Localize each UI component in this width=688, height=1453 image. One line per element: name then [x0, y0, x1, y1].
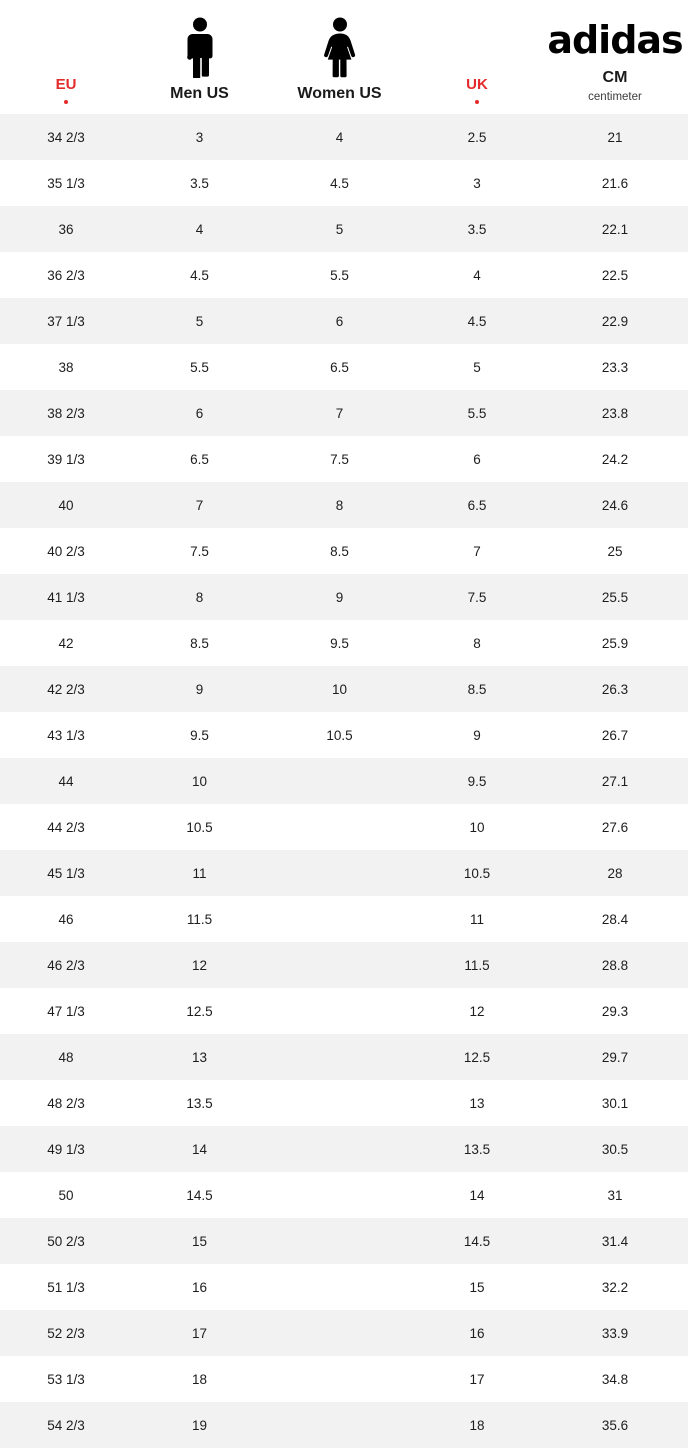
- cell-cm: 35.6: [542, 1402, 688, 1448]
- cell-cm: 29.7: [542, 1034, 688, 1080]
- cell-uk: 18: [412, 1402, 542, 1448]
- table-row: [0, 1310, 688, 1356]
- table-row: [0, 1264, 688, 1310]
- table-row: [0, 1356, 688, 1402]
- cell-men: 3: [132, 114, 267, 160]
- column-header-eu-label: EU: [55, 76, 77, 93]
- table-row: [0, 620, 688, 666]
- cell-men: 16: [132, 1264, 267, 1310]
- cell-women: 5.5: [267, 252, 412, 298]
- header-row: [0, 0, 688, 114]
- cell-men: 5.5: [132, 344, 267, 390]
- cell-women: [267, 758, 412, 804]
- cell-eu: 37 1/3: [0, 298, 132, 344]
- cell-cm: 30.5: [542, 1126, 688, 1172]
- cell-uk: 6: [412, 436, 542, 482]
- table-row: [0, 758, 688, 804]
- table-row: [0, 206, 688, 252]
- cell-men: 15: [132, 1218, 267, 1264]
- cell-eu: 51 1/3: [0, 1264, 132, 1310]
- table-row: [0, 942, 688, 988]
- cell-women: [267, 1310, 412, 1356]
- table-row: [0, 1126, 688, 1172]
- table-row: [0, 712, 688, 758]
- table-row: [0, 988, 688, 1034]
- cell-women: [267, 1218, 412, 1264]
- cell-women: 6: [267, 298, 412, 344]
- cell-uk: 3.5: [412, 206, 542, 252]
- cell-eu: 48: [0, 1034, 132, 1080]
- cell-women: 10: [267, 666, 412, 712]
- cell-cm: 33.9: [542, 1310, 688, 1356]
- cell-men: 7.5: [132, 528, 267, 574]
- cell-uk: 11.5: [412, 942, 542, 988]
- cell-women: 4.5: [267, 160, 412, 206]
- cell-uk: 8: [412, 620, 542, 666]
- cell-men: 14: [132, 1126, 267, 1172]
- cell-cm: 28: [542, 850, 688, 896]
- cell-cm: 28.8: [542, 942, 688, 988]
- cell-men: 10: [132, 758, 267, 804]
- cell-cm: 31: [542, 1172, 688, 1218]
- cell-women: [267, 1126, 412, 1172]
- cell-cm: 30.1: [542, 1080, 688, 1126]
- cell-eu: 34 2/3: [0, 114, 132, 160]
- cell-cm: 23.3: [542, 344, 688, 390]
- cell-uk: 4.5: [412, 298, 542, 344]
- cell-men: 14.5: [132, 1172, 267, 1218]
- cell-women: [267, 804, 412, 850]
- cell-eu: 39 1/3: [0, 436, 132, 482]
- cell-cm: 32.2: [542, 1264, 688, 1310]
- cell-cm: 25: [542, 528, 688, 574]
- adidas-logo: [547, 0, 682, 62]
- cell-uk: 10.5: [412, 850, 542, 896]
- cell-cm: 29.3: [542, 988, 688, 1034]
- cell-men: 6.5: [132, 436, 267, 482]
- cell-men: 12: [132, 942, 267, 988]
- table-row: [0, 114, 688, 160]
- column-header-eu: [0, 0, 132, 114]
- cell-cm: 22.9: [542, 298, 688, 344]
- cell-women: [267, 1264, 412, 1310]
- table-header: [0, 0, 688, 114]
- cell-men: 9: [132, 666, 267, 712]
- cell-men: 7: [132, 482, 267, 528]
- cell-eu: 43 1/3: [0, 712, 132, 758]
- table-row: [0, 390, 688, 436]
- cell-men: 11.5: [132, 896, 267, 942]
- red-dot-marker-uk: [475, 100, 479, 104]
- cell-uk: 8.5: [412, 666, 542, 712]
- cell-cm: 22.5: [542, 252, 688, 298]
- cell-eu: 54 2/3: [0, 1402, 132, 1448]
- cell-eu: 36: [0, 206, 132, 252]
- cell-cm: 26.7: [542, 712, 688, 758]
- cell-cm: 24.6: [542, 482, 688, 528]
- cell-women: 9: [267, 574, 412, 620]
- cell-women: 8.5: [267, 528, 412, 574]
- cell-women: [267, 942, 412, 988]
- cell-eu: 46: [0, 896, 132, 942]
- cell-uk: 5.5: [412, 390, 542, 436]
- table-row: [0, 1218, 688, 1264]
- cell-uk: 12: [412, 988, 542, 1034]
- table-row: [0, 344, 688, 390]
- cell-uk: 6.5: [412, 482, 542, 528]
- table-row: [0, 574, 688, 620]
- cell-uk: 12.5: [412, 1034, 542, 1080]
- cell-eu: 50: [0, 1172, 132, 1218]
- cell-cm: 34.8: [542, 1356, 688, 1402]
- column-header-women-us: [267, 0, 412, 114]
- cell-cm: 27.6: [542, 804, 688, 850]
- cell-uk: 10: [412, 804, 542, 850]
- table-body: [0, 114, 688, 1448]
- cell-men: 10.5: [132, 804, 267, 850]
- cell-men: 8: [132, 574, 267, 620]
- table-row: [0, 1402, 688, 1448]
- cell-men: 3.5: [132, 160, 267, 206]
- column-header-women-us-label: Women US: [297, 85, 382, 102]
- cell-women: 5: [267, 206, 412, 252]
- woman-icon: [318, 16, 362, 78]
- cell-cm: 21.6: [542, 160, 688, 206]
- cell-uk: 2.5: [412, 114, 542, 160]
- table-row: [0, 252, 688, 298]
- column-header-cm-sublabel: centimeter: [588, 91, 642, 103]
- cell-women: [267, 1034, 412, 1080]
- cell-men: 13: [132, 1034, 267, 1080]
- table-row: [0, 896, 688, 942]
- cell-cm: 25.9: [542, 620, 688, 666]
- cell-cm: 27.1: [542, 758, 688, 804]
- cell-eu: 41 1/3: [0, 574, 132, 620]
- cell-cm: 24.2: [542, 436, 688, 482]
- cell-eu: 36 2/3: [0, 252, 132, 298]
- cell-cm: 23.8: [542, 390, 688, 436]
- man-icon: [180, 16, 220, 78]
- cell-men: 4.5: [132, 252, 267, 298]
- cell-cm: 21: [542, 114, 688, 160]
- cell-women: [267, 1172, 412, 1218]
- cell-eu: 44: [0, 758, 132, 804]
- table-row: [0, 298, 688, 344]
- cell-eu: 40: [0, 482, 132, 528]
- cell-men: 17: [132, 1310, 267, 1356]
- cell-eu: 46 2/3: [0, 942, 132, 988]
- cell-uk: 9.5: [412, 758, 542, 804]
- cell-cm: 26.3: [542, 666, 688, 712]
- cell-women: 7.5: [267, 436, 412, 482]
- cell-cm: 25.5: [542, 574, 688, 620]
- table-row: [0, 482, 688, 528]
- cell-eu: 42: [0, 620, 132, 666]
- cell-uk: 9: [412, 712, 542, 758]
- cell-eu: 50 2/3: [0, 1218, 132, 1264]
- table-row: [0, 1172, 688, 1218]
- table-row: [0, 850, 688, 896]
- cell-women: [267, 896, 412, 942]
- adidas-logo-text: adidas: [547, 18, 683, 62]
- cell-uk: 13.5: [412, 1126, 542, 1172]
- table-row: [0, 436, 688, 482]
- cell-women: 6.5: [267, 344, 412, 390]
- column-header-cm: [542, 0, 688, 114]
- column-header-cm-label: CM: [602, 69, 628, 86]
- cell-women: 4: [267, 114, 412, 160]
- cell-eu: 38 2/3: [0, 390, 132, 436]
- cell-men: 4: [132, 206, 267, 252]
- cell-eu: 49 1/3: [0, 1126, 132, 1172]
- cell-cm: 28.4: [542, 896, 688, 942]
- cell-men: 11: [132, 850, 267, 896]
- cell-men: 19: [132, 1402, 267, 1448]
- cell-men: 13.5: [132, 1080, 267, 1126]
- cell-eu: 42 2/3: [0, 666, 132, 712]
- cell-eu: 53 1/3: [0, 1356, 132, 1402]
- table-row: [0, 1034, 688, 1080]
- cell-uk: 14.5: [412, 1218, 542, 1264]
- column-header-men-us-label: Men US: [170, 85, 229, 102]
- cell-eu: 52 2/3: [0, 1310, 132, 1356]
- cell-eu: 48 2/3: [0, 1080, 132, 1126]
- cell-eu: 38: [0, 344, 132, 390]
- column-header-uk-label: UK: [466, 76, 488, 93]
- cell-eu: 35 1/3: [0, 160, 132, 206]
- cell-cm: 31.4: [542, 1218, 688, 1264]
- cell-men: 6: [132, 390, 267, 436]
- cell-women: 7: [267, 390, 412, 436]
- cell-women: [267, 1402, 412, 1448]
- cell-women: 9.5: [267, 620, 412, 666]
- cell-uk: 13: [412, 1080, 542, 1126]
- cell-eu: 44 2/3: [0, 804, 132, 850]
- cell-men: 12.5: [132, 988, 267, 1034]
- table-row: [0, 160, 688, 206]
- table-row: [0, 666, 688, 712]
- red-dot-marker-eu: [64, 100, 68, 104]
- cell-uk: 5: [412, 344, 542, 390]
- cell-uk: 14: [412, 1172, 542, 1218]
- cell-uk: 4: [412, 252, 542, 298]
- cell-eu: 47 1/3: [0, 988, 132, 1034]
- cell-women: [267, 988, 412, 1034]
- cell-eu: 40 2/3: [0, 528, 132, 574]
- cell-uk: 15: [412, 1264, 542, 1310]
- table-row: [0, 1080, 688, 1126]
- column-header-uk: [412, 0, 542, 114]
- cell-uk: 11: [412, 896, 542, 942]
- cell-women: [267, 1080, 412, 1126]
- cell-women: 10.5: [267, 712, 412, 758]
- column-header-men-us: [132, 0, 267, 114]
- cell-uk: 16: [412, 1310, 542, 1356]
- cell-women: 8: [267, 482, 412, 528]
- cell-women: [267, 1356, 412, 1402]
- cell-uk: 17: [412, 1356, 542, 1402]
- cell-uk: 7.5: [412, 574, 542, 620]
- cell-men: 8.5: [132, 620, 267, 666]
- cell-men: 5: [132, 298, 267, 344]
- cell-uk: 3: [412, 160, 542, 206]
- cell-men: 18: [132, 1356, 267, 1402]
- cell-eu: 45 1/3: [0, 850, 132, 896]
- table-row: [0, 528, 688, 574]
- cell-women: [267, 850, 412, 896]
- cell-cm: 22.1: [542, 206, 688, 252]
- cell-men: 9.5: [132, 712, 267, 758]
- cell-uk: 7: [412, 528, 542, 574]
- table-row: [0, 804, 688, 850]
